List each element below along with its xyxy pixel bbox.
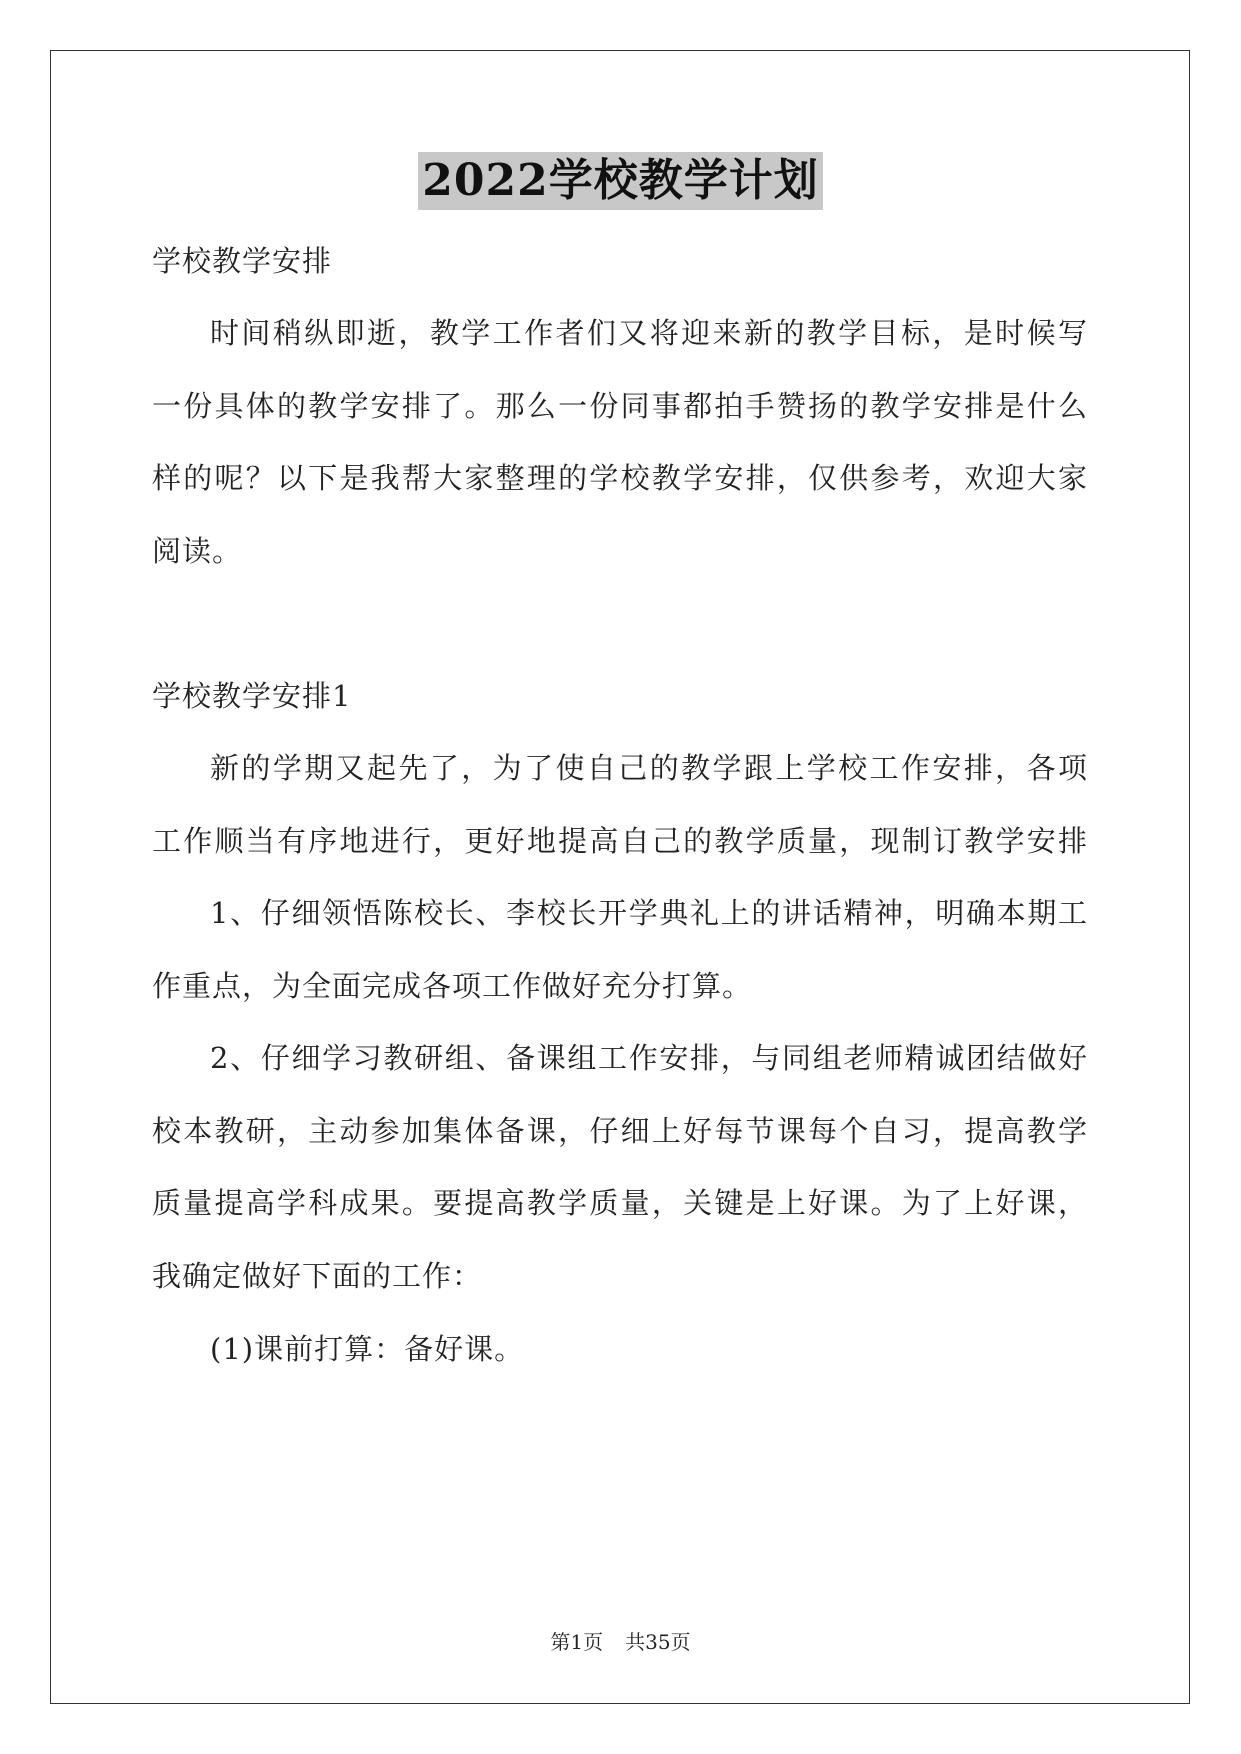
page-border: [50, 50, 1190, 1704]
paragraph-line: 质量提高学科成果。要提高教学质量，关键是上好课。为了上好课，: [152, 1186, 1088, 1220]
document-title: 2022学校教学计划: [418, 152, 822, 210]
paragraph-line: 时间稍纵即逝，教学工作者们又将迎来新的教学目标，是时候写: [210, 316, 1088, 350]
page-total: 共35页: [625, 1630, 691, 1654]
paragraph-line: 样的呢？以下是我帮大家整理的学校教学安排，仅供参考，欢迎大家: [152, 461, 1088, 495]
paragraph-line: 一份具体的教学安排了。那么一份同事都拍手赞扬的教学安排是什么: [152, 389, 1088, 423]
section-heading: 学校教学安排1: [152, 679, 352, 713]
section-heading: 学校教学安排: [152, 244, 333, 278]
paragraph-line: 校本教研，主动参加集体备课，仔细上好每节课每个自习，提高教学: [152, 1114, 1088, 1148]
paragraph-line: 2、仔细学习教研组、备课组工作安排，与同组老师精诚团结做好: [210, 1041, 1088, 1075]
paragraph-line: (1)课前打算：备好课。: [210, 1332, 525, 1366]
paragraph-line: 1、仔细领悟陈校长、李校长开学典礼上的讲话精神，明确本期工: [210, 896, 1088, 930]
paragraph-line: 作重点，为全面完成各项工作做好充分打算。: [152, 969, 753, 1003]
page-number: 第1页: [550, 1630, 604, 1654]
title-container: [0, 152, 1241, 210]
paragraph-line: 我确定做好下面的工作：: [152, 1259, 483, 1293]
paragraph-line: 阅读。: [152, 534, 243, 568]
page-footer: [0, 1628, 1241, 1656]
paragraph-line: 工作顺当有序地进行，更好地提高自己的教学质量，现制订教学安排: [152, 824, 1088, 858]
paragraph-line: 新的学期又起先了，为了使自己的教学跟上学校工作安排，各项: [210, 751, 1088, 785]
